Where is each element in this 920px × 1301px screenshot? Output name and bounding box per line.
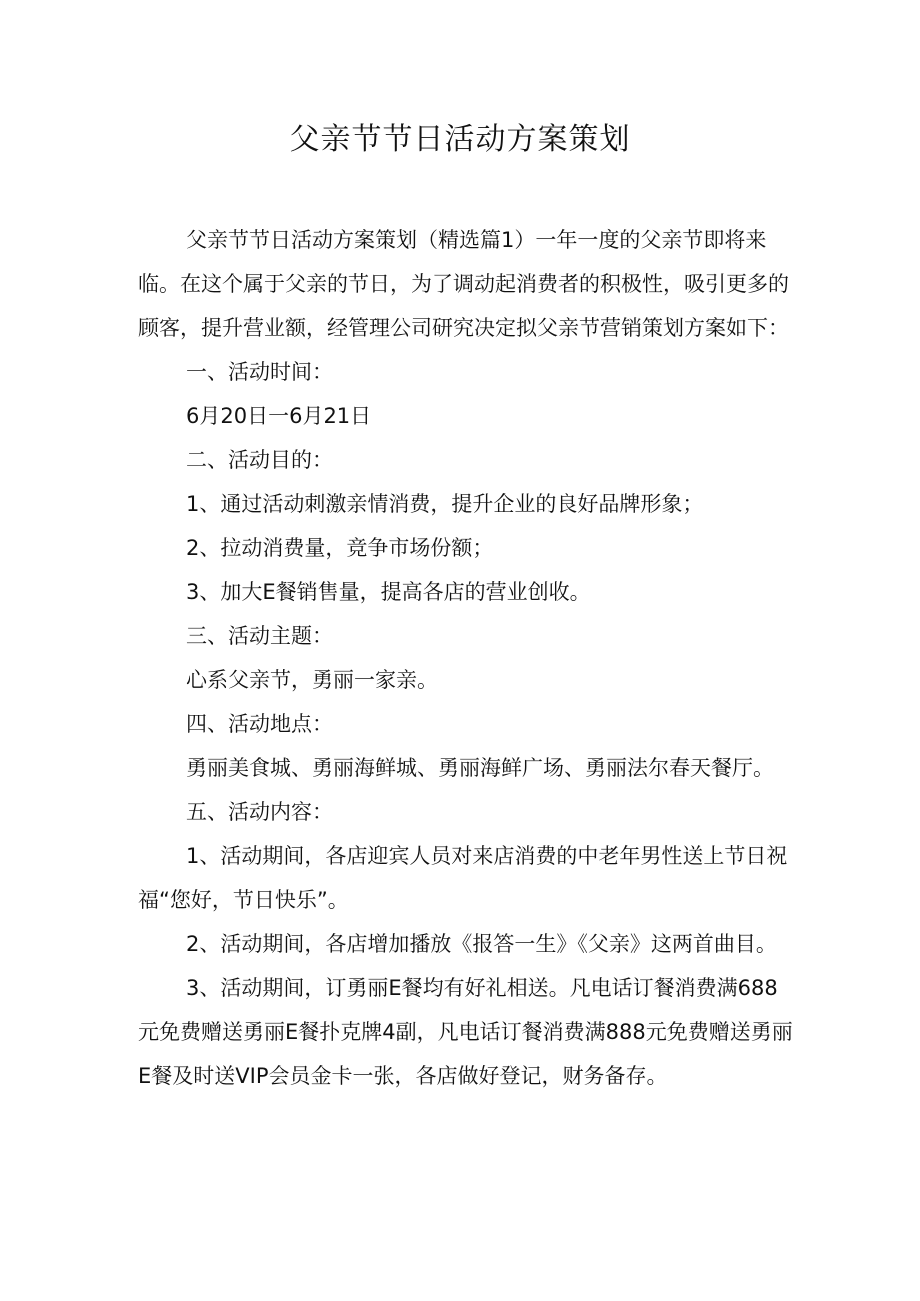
page-title: 父亲节节日活动方案策划 bbox=[289, 122, 631, 157]
section-heading-goals: 二、活动目的： bbox=[186, 448, 333, 472]
content-item-1: 1、活动期间，各店迎宾人员对来店消费的中老年男性送上节日祝福“您好，节日快乐”。 bbox=[138, 844, 788, 912]
section-heading-time: 一、活动时间： bbox=[186, 360, 333, 384]
activity-locations: 勇丽美食城、勇丽海鲜城、勇丽海鲜广场、勇丽法尔春天餐厅。 bbox=[186, 756, 774, 780]
content-item-3: 3、活动期间，订勇丽E餐均有好礼相送。凡电话订餐消费满688元免费赠送勇丽E餐扑克牌4副，凡电话订餐消费满888元免费赠送勇丽E餐及时送VIP会员金卡一张，各店做好登记，财务备存。 bbox=[138, 976, 793, 1088]
activity-dates: 6月20日一6月21日 bbox=[186, 404, 372, 428]
section-heading-location: 四、活动地点： bbox=[186, 712, 333, 736]
content-item-2: 2、活动期间，各店增加播放《报答一生》《父亲》这两首曲目。 bbox=[186, 932, 777, 956]
goal-item-3: 3、加大E餐销售量，提高各店的营业创收。 bbox=[186, 580, 591, 604]
goal-item-2: 2、拉动消费量，竞争市场份额； bbox=[186, 536, 494, 560]
section-heading-theme: 三、活动主题： bbox=[186, 624, 333, 648]
goal-item-1: 1、通过活动刺激亲情消费，提升企业的良好品牌形象； bbox=[186, 492, 704, 516]
intro-paragraph: 父亲节节日活动方案策划（精选篇1）一年一度的父亲节即将来临。在这个属于父亲的节日，为了调动起消费者的积极性，吸引更多的顾客，提升营业额，经管理公司研究决定拟父亲节营销策划方案如下： bbox=[138, 228, 789, 340]
document-body bbox=[138, 218, 798, 1098]
section-heading-content: 五、活动内容： bbox=[186, 800, 333, 824]
activity-theme: 心系父亲节，勇丽一家亲。 bbox=[186, 668, 438, 692]
